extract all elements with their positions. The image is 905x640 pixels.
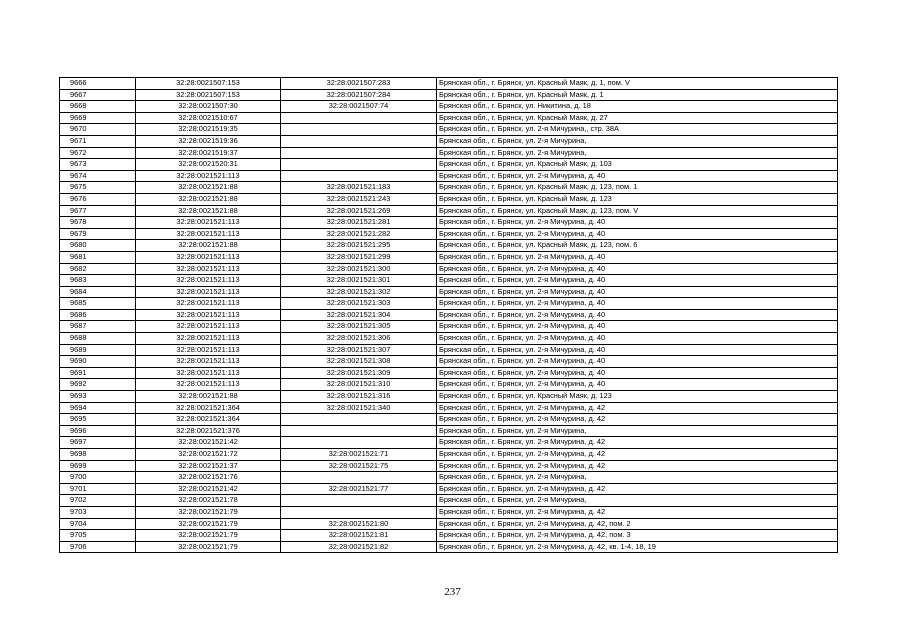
address-cell: Брянская обл., г. Брянск, ул. 2-я Мичурина, д. 40 xyxy=(437,309,838,321)
land-parcel-number-cell: 32:28:0021510:67 xyxy=(136,112,281,124)
row-number-cell: 9685 xyxy=(60,298,136,310)
land-parcel-number-cell: 32:28:0021521:79 xyxy=(136,518,281,530)
address-cell: Брянская обл., г. Брянск, ул. 2-я Мичурина, д. 40 xyxy=(437,228,838,240)
address-cell: Брянская обл., г. Брянск, ул. Красный Маяк, д. 1, пом. V xyxy=(437,78,838,90)
land-parcel-number-cell: 32:28:0021521:113 xyxy=(136,217,281,229)
address-cell: Брянская обл., г. Брянск, ул. 2-я Мичурина, д. 40 xyxy=(437,367,838,379)
land-parcel-number-cell: 32:28:0021521:72 xyxy=(136,449,281,461)
address-cell: Брянская обл., г. Брянск, ул. Красный Маяк, д. 123, пом. V xyxy=(437,205,838,217)
table-row xyxy=(60,344,838,356)
land-parcel-number-cell: 32:28:0021521:113 xyxy=(136,286,281,298)
land-parcel-number-cell: 32:28:0021521:42 xyxy=(136,437,281,449)
building-number-cell: 32:28:0021521:307 xyxy=(281,344,437,356)
land-parcel-number-cell: 32:28:0021521:88 xyxy=(136,193,281,205)
building-number-cell xyxy=(281,425,437,437)
row-number-cell: 9681 xyxy=(60,251,136,263)
table-row xyxy=(60,449,838,461)
table-row xyxy=(60,530,838,542)
land-parcel-number-cell: 32:28:0021521:79 xyxy=(136,506,281,518)
address-cell: Брянская обл., г. Брянск, ул. 2-я Мичурина, д. 40 xyxy=(437,170,838,182)
row-number-cell: 9695 xyxy=(60,414,136,426)
row-number-cell: 9674 xyxy=(60,170,136,182)
building-number-cell xyxy=(281,135,437,147)
table-row xyxy=(60,78,838,90)
address-cell: Брянская обл., г. Брянск, ул. 2-я Мичурина, д. 42 xyxy=(437,483,838,495)
table-row xyxy=(60,89,838,101)
table-row xyxy=(60,182,838,194)
row-number-cell: 9701 xyxy=(60,483,136,495)
table-row xyxy=(60,193,838,205)
table-row xyxy=(60,425,838,437)
land-parcel-number-cell: 32:28:0021521:79 xyxy=(136,530,281,542)
land-parcel-number-cell: 32:28:0021507:153 xyxy=(136,78,281,90)
building-number-cell: 32:28:0021521:305 xyxy=(281,321,437,333)
land-parcel-number-cell: 32:28:0021521:113 xyxy=(136,333,281,345)
building-number-cell xyxy=(281,414,437,426)
building-number-cell: 32:28:0021521:282 xyxy=(281,228,437,240)
land-parcel-number-cell: 32:28:0021521:113 xyxy=(136,263,281,275)
address-cell: Брянская обл., г. Брянск, ул. Красный Маяк, д. 1 xyxy=(437,89,838,101)
row-number-cell: 9680 xyxy=(60,240,136,252)
table-row xyxy=(60,217,838,229)
table-row xyxy=(60,391,838,403)
row-number-cell: 9705 xyxy=(60,530,136,542)
row-number-cell: 9677 xyxy=(60,205,136,217)
address-cell: Брянская обл., г. Брянск, ул. 2-я Мичурина, xyxy=(437,425,838,437)
row-number-cell: 9703 xyxy=(60,506,136,518)
row-number-cell: 9668 xyxy=(60,101,136,113)
table-row xyxy=(60,275,838,287)
row-number-cell: 9666 xyxy=(60,78,136,90)
building-number-cell: 32:28:0021521:308 xyxy=(281,356,437,368)
building-number-cell xyxy=(281,159,437,171)
table-row xyxy=(60,460,838,472)
land-parcel-number-cell: 32:28:0021521:88 xyxy=(136,240,281,252)
building-number-cell xyxy=(281,437,437,449)
row-number-cell: 9686 xyxy=(60,309,136,321)
land-parcel-number-cell: 32:28:0021519:35 xyxy=(136,124,281,136)
row-number-cell: 9669 xyxy=(60,112,136,124)
table-row xyxy=(60,437,838,449)
table-row xyxy=(60,101,838,113)
building-number-cell: 32:28:0021521:243 xyxy=(281,193,437,205)
address-cell: Брянская обл., г. Брянск, ул. Красный Маяк, д. 123 xyxy=(437,391,838,403)
table-row xyxy=(60,379,838,391)
building-number-cell: 32:28:0021521:80 xyxy=(281,518,437,530)
table-row xyxy=(60,147,838,159)
table-row xyxy=(60,356,838,368)
building-number-cell: 32:28:0021521:302 xyxy=(281,286,437,298)
table-row xyxy=(60,541,838,553)
building-number-cell: 32:28:0021521:71 xyxy=(281,449,437,461)
row-number-cell: 9696 xyxy=(60,425,136,437)
address-cell: Брянская обл., г. Брянск, ул. 2-я Мичурина, xyxy=(437,472,838,484)
land-parcel-number-cell: 32:28:0021521:88 xyxy=(136,182,281,194)
table-row xyxy=(60,367,838,379)
table-row xyxy=(60,240,838,252)
land-parcel-number-cell: 32:28:0021520:31 xyxy=(136,159,281,171)
table-row xyxy=(60,170,838,182)
table-row xyxy=(60,333,838,345)
building-number-cell: 32:28:0021521:310 xyxy=(281,379,437,391)
land-parcel-number-cell: 32:28:0021521:113 xyxy=(136,228,281,240)
building-number-cell: 32:28:0021521:183 xyxy=(281,182,437,194)
building-number-cell: 32:28:0021521:281 xyxy=(281,217,437,229)
row-number-cell: 9693 xyxy=(60,391,136,403)
table-row xyxy=(60,414,838,426)
land-parcel-number-cell: 32:28:0021521:113 xyxy=(136,344,281,356)
row-number-cell: 9667 xyxy=(60,89,136,101)
land-parcel-number-cell: 32:28:0021521:113 xyxy=(136,275,281,287)
building-number-cell: 32:28:0021521:299 xyxy=(281,251,437,263)
address-cell: Брянская обл., г. Брянск, ул. Красный Маяк, д. 123, пом. 1 xyxy=(437,182,838,194)
address-cell: Брянская обл., г. Брянск, ул. 2-я Мичурина, д. 42 xyxy=(437,414,838,426)
address-cell: Брянская обл., г. Брянск, ул. 2-я Мичурина, д. 40 xyxy=(437,286,838,298)
address-cell: Брянская обл., г. Брянск, ул. 2-я Мичурина, д. 42, кв. 1-4, 18, 19 xyxy=(437,541,838,553)
land-parcel-number-cell: 32:28:0021521:76 xyxy=(136,472,281,484)
address-cell: Брянская обл., г. Брянск, ул. Никитина, д. 18 xyxy=(437,101,838,113)
land-parcel-number-cell: 32:28:0021521:78 xyxy=(136,495,281,507)
address-cell: Брянская обл., г. Брянск, ул. 2-я Мичурина, д. 40 xyxy=(437,298,838,310)
address-cell: Брянская обл., г. Брянск, ул. 2-я Мичурина, д. 42 xyxy=(437,460,838,472)
building-number-cell: 32:28:0021521:304 xyxy=(281,309,437,321)
address-cell: Брянская обл., г. Брянск, ул. 2-я Мичурина, д. 40 xyxy=(437,321,838,333)
land-parcel-number-cell: 32:28:0021521:376 xyxy=(136,425,281,437)
row-number-cell: 9687 xyxy=(60,321,136,333)
building-number-cell: 32:28:0021521:300 xyxy=(281,263,437,275)
table-row xyxy=(60,298,838,310)
table-row xyxy=(60,124,838,136)
building-number-cell xyxy=(281,147,437,159)
building-number-cell: 32:28:0021521:306 xyxy=(281,333,437,345)
land-parcel-number-cell: 32:28:0021521:113 xyxy=(136,251,281,263)
table-row xyxy=(60,402,838,414)
land-parcel-number-cell: 32:28:0021519:36 xyxy=(136,135,281,147)
address-cell: Брянская обл., г. Брянск, ул. 2-я Мичурина, д. 42 xyxy=(437,437,838,449)
building-number-cell: 32:28:0021521:316 xyxy=(281,391,437,403)
land-parcel-number-cell: 32:28:0021521:113 xyxy=(136,356,281,368)
table-row xyxy=(60,263,838,275)
address-cell: Брянская обл., г. Брянск, ул. 2-я Мичурина, д. 42, пом. 3 xyxy=(437,530,838,542)
address-cell: Брянская обл., г. Брянск, ул. 2-я Мичурина, д. 40 xyxy=(437,379,838,391)
table-row xyxy=(60,506,838,518)
address-cell: Брянская обл., г. Брянск, ул. 2-я Мичурина,, стр. 38А xyxy=(437,124,838,136)
land-parcel-number-cell: 32:28:0021521:79 xyxy=(136,541,281,553)
building-number-cell xyxy=(281,495,437,507)
address-cell: Брянская обл., г. Брянск, ул. 2-я Мичурина, д. 40 xyxy=(437,251,838,263)
address-cell: Брянская обл., г. Брянск, ул. 2-я Мичурина, д. 42 xyxy=(437,506,838,518)
land-parcel-number-cell: 32:28:0021521:113 xyxy=(136,367,281,379)
building-number-cell: 32:28:0021521:81 xyxy=(281,530,437,542)
land-parcel-number-cell: 32:28:0021507:153 xyxy=(136,89,281,101)
land-parcel-number-cell: 32:28:0021521:42 xyxy=(136,483,281,495)
address-cell: Брянская обл., г. Брянск, ул. 2-я Мичурина, д. 42 xyxy=(437,449,838,461)
building-number-cell: 32:28:0021521:309 xyxy=(281,367,437,379)
row-number-cell: 9673 xyxy=(60,159,136,171)
building-number-cell: 32:28:0021507:283 xyxy=(281,78,437,90)
row-number-cell: 9683 xyxy=(60,275,136,287)
row-number-cell: 9702 xyxy=(60,495,136,507)
land-parcel-number-cell: 32:28:0021521:364 xyxy=(136,402,281,414)
table-row xyxy=(60,518,838,530)
land-parcel-number-cell: 32:28:0021519:37 xyxy=(136,147,281,159)
building-number-cell: 32:28:0021507:74 xyxy=(281,101,437,113)
land-parcel-number-cell: 32:28:0021521:113 xyxy=(136,309,281,321)
land-parcel-number-cell: 32:28:0021521:37 xyxy=(136,460,281,472)
building-number-cell: 32:28:0021521:269 xyxy=(281,205,437,217)
row-number-cell: 9684 xyxy=(60,286,136,298)
row-number-cell: 9704 xyxy=(60,518,136,530)
land-parcel-number-cell: 32:28:0021521:113 xyxy=(136,321,281,333)
land-parcel-number-cell: 32:28:0021521:88 xyxy=(136,391,281,403)
table-row xyxy=(60,483,838,495)
row-number-cell: 9682 xyxy=(60,263,136,275)
land-parcel-number-cell: 32:28:0021521:113 xyxy=(136,379,281,391)
row-number-cell: 9700 xyxy=(60,472,136,484)
address-cell: Брянская обл., г. Брянск, ул. Красный Маяк, д. 123 xyxy=(437,193,838,205)
page-number: 237 xyxy=(444,586,461,598)
building-number-cell xyxy=(281,506,437,518)
table-row xyxy=(60,159,838,171)
row-number-cell: 9690 xyxy=(60,356,136,368)
table-row xyxy=(60,321,838,333)
building-number-cell: 32:28:0021521:295 xyxy=(281,240,437,252)
address-cell: Брянская обл., г. Брянск, ул. 2-я Мичурина, д. 40 xyxy=(437,217,838,229)
building-number-cell xyxy=(281,170,437,182)
table-row xyxy=(60,228,838,240)
table-body xyxy=(60,78,838,553)
address-cell: Брянская обл., г. Брянск, ул. Красный Маяк, д. 27 xyxy=(437,112,838,124)
table-row xyxy=(60,135,838,147)
table-row xyxy=(60,112,838,124)
cadastral-table xyxy=(59,77,838,553)
land-parcel-number-cell: 32:28:0021507:30 xyxy=(136,101,281,113)
building-number-cell xyxy=(281,124,437,136)
row-number-cell: 9697 xyxy=(60,437,136,449)
row-number-cell: 9678 xyxy=(60,217,136,229)
building-number-cell: 32:28:0021521:303 xyxy=(281,298,437,310)
row-number-cell: 9689 xyxy=(60,344,136,356)
table-row xyxy=(60,309,838,321)
address-cell: Брянская обл., г. Брянск, ул. 2-я Мичурина, д. 40 xyxy=(437,333,838,345)
row-number-cell: 9691 xyxy=(60,367,136,379)
address-cell: Брянская обл., г. Брянск, ул. 2-я Мичурина, д. 42, пом. 2 xyxy=(437,518,838,530)
address-cell: Брянская обл., г. Брянск, ул. 2-я Мичурина, д. 42 xyxy=(437,402,838,414)
building-number-cell: 32:28:0021521:82 xyxy=(281,541,437,553)
row-number-cell: 9688 xyxy=(60,333,136,345)
land-parcel-number-cell: 32:28:0021521:88 xyxy=(136,205,281,217)
table-row xyxy=(60,495,838,507)
address-cell: Брянская обл., г. Брянск, ул. 2-я Мичурина, xyxy=(437,495,838,507)
row-number-cell: 9698 xyxy=(60,449,136,461)
address-cell: Брянская обл., г. Брянск, ул. 2-я Мичурина, д. 40 xyxy=(437,344,838,356)
building-number-cell: 32:28:0021521:340 xyxy=(281,402,437,414)
row-number-cell: 9672 xyxy=(60,147,136,159)
address-cell: Брянская обл., г. Брянск, ул. 2-я Мичурина, д. 40 xyxy=(437,263,838,275)
address-cell: Брянская обл., г. Брянск, ул. 2-я Мичурина, д. 40 xyxy=(437,275,838,287)
row-number-cell: 9694 xyxy=(60,402,136,414)
address-cell: Брянская обл., г. Брянск, ул. Красный Маяк, д. 123, пом. 6 xyxy=(437,240,838,252)
table-row xyxy=(60,251,838,263)
row-number-cell: 9699 xyxy=(60,460,136,472)
row-number-cell: 9679 xyxy=(60,228,136,240)
address-cell: Брянская обл., г. Брянск, ул. 2-я Мичурина, xyxy=(437,147,838,159)
building-number-cell xyxy=(281,112,437,124)
building-number-cell: 32:28:0021507:284 xyxy=(281,89,437,101)
land-parcel-number-cell: 32:28:0021521:364 xyxy=(136,414,281,426)
address-cell: Брянская обл., г. Брянск, ул. 2-я Мичурина, xyxy=(437,135,838,147)
row-number-cell: 9676 xyxy=(60,193,136,205)
building-number-cell: 32:28:0021521:301 xyxy=(281,275,437,287)
building-number-cell xyxy=(281,472,437,484)
table-row xyxy=(60,472,838,484)
table-row xyxy=(60,286,838,298)
building-number-cell: 32:28:0021521:75 xyxy=(281,460,437,472)
land-parcel-number-cell: 32:28:0021521:113 xyxy=(136,298,281,310)
row-number-cell: 9706 xyxy=(60,541,136,553)
land-parcel-number-cell: 32:28:0021521:113 xyxy=(136,170,281,182)
row-number-cell: 9675 xyxy=(60,182,136,194)
row-number-cell: 9692 xyxy=(60,379,136,391)
row-number-cell: 9671 xyxy=(60,135,136,147)
address-cell: Брянская обл., г. Брянск, ул. 2-я Мичурина, д. 40 xyxy=(437,356,838,368)
address-cell: Брянская обл., г. Брянск, ул. Красный Маяк, д. 103 xyxy=(437,159,838,171)
table-row xyxy=(60,205,838,217)
row-number-cell: 9670 xyxy=(60,124,136,136)
building-number-cell: 32:28:0021521:77 xyxy=(281,483,437,495)
